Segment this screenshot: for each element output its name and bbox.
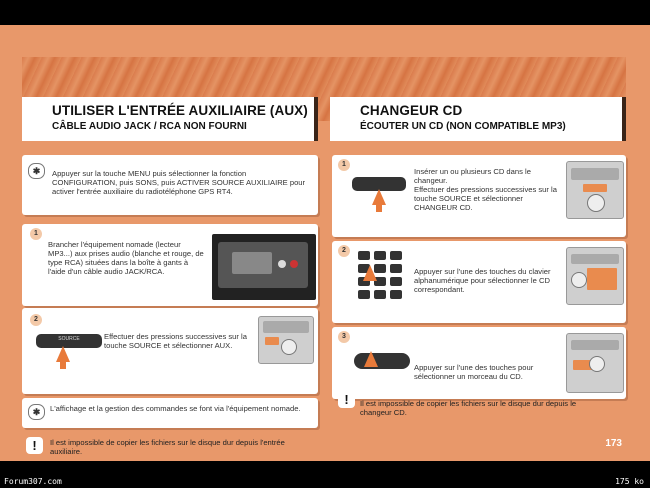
aux-tip-text: Appuyer sur la touche MENU puis sélectionner la fonction CONFIGURATION, puis SONS, puis ACTIVER SOURCE AUXILIAIRE pour activer l'entrée auxiliaire du radiotéléphone GPS RT4. [52, 169, 306, 196]
press-arrow-stem [60, 361, 66, 369]
footer-site: Forum307.com [4, 477, 62, 486]
track-buttons-image [354, 353, 410, 369]
cd-step2-box [332, 241, 626, 323]
radio-unit-image [566, 247, 624, 305]
warning-icon: ! [26, 437, 43, 454]
manual-page [0, 25, 650, 461]
aux-step1-text: Brancher l'équipement nomade (lecteur MP3...) aux prises audio (blanche et rouge, de type RCA) situées dans la boîte à gants à l'aide d'un câble audio JACK/RCA. [48, 240, 204, 276]
tip-icon: ✱ [28, 404, 45, 420]
aux-warning-text: Il est impossible de copier les fichiers sur le disque dur depuis l'entrée auxiliaire. [50, 438, 285, 456]
step-number-badge: 2 [30, 314, 42, 326]
aux-tip-box [22, 155, 318, 215]
page-number: 173 [605, 438, 622, 449]
press-arrow-icon [372, 189, 386, 205]
footer-bar [0, 461, 650, 488]
step-number-badge: 2 [338, 245, 350, 257]
aux-note-box [22, 398, 318, 428]
step-number-badge: 1 [338, 159, 350, 171]
aux-step2-box [22, 308, 318, 394]
press-arrow-icon [363, 265, 377, 281]
cd-step3-text: Appuyer sur l'une des touches pour sélectionner un morceau du CD. [414, 363, 534, 381]
aux-step1-box [22, 224, 318, 306]
radio-unit-image [566, 161, 624, 219]
cd-changer-section [330, 97, 626, 141]
radio-unit-image [258, 316, 314, 364]
aux-note-text: L'affichage et la gestion des commandes se font via l'équipement nomade. [50, 404, 301, 413]
press-arrow-stem [376, 204, 382, 212]
aux-warning [22, 434, 318, 460]
footer-size: 175 ko [615, 477, 644, 486]
cd-header [330, 97, 626, 141]
aux-section [22, 97, 318, 141]
cd-warning-text: Il est impossible de copier les fichiers sur le disque dur depuis le changeur CD. [360, 399, 577, 417]
glovebox-photo [212, 234, 316, 300]
aux-title: UTILISER L'ENTRÉE AUXILIAIRE (AUX) [52, 103, 308, 118]
aux-subtitle: CÂBLE AUDIO JACK / RCA NON FOURNI [52, 121, 247, 132]
press-arrow-icon [56, 346, 70, 362]
warning-icon: ! [338, 391, 355, 408]
cd-title: CHANGEUR CD [360, 103, 463, 118]
cd-step1-text: Insérer un ou plusieurs CD dans le changeur. Effectuer des pressions successives sur la touche SOURCE et sélectionner CHANGEUR CD. [414, 167, 557, 212]
aux-header [22, 97, 318, 141]
cd-step2-text: Appuyer sur l'une des touches du clavier alphanumérique pour sélectionner le CD correspondant. [414, 267, 551, 294]
cd-subtitle: ÉCOUTER UN CD (NON COMPATIBLE MP3) [360, 121, 566, 132]
cd-step1-box [332, 155, 626, 237]
cd-warning [332, 383, 626, 443]
aux-step2-text: Effectuer des pressions successives sur la touche SOURCE et sélectionner AUX. [104, 332, 247, 350]
press-arrow-icon [364, 351, 378, 367]
step-number-badge: 1 [30, 228, 42, 240]
tip-icon: ✱ [28, 163, 45, 179]
step-number-badge: 3 [338, 331, 350, 343]
source-button-label: SOURCE [58, 336, 80, 342]
